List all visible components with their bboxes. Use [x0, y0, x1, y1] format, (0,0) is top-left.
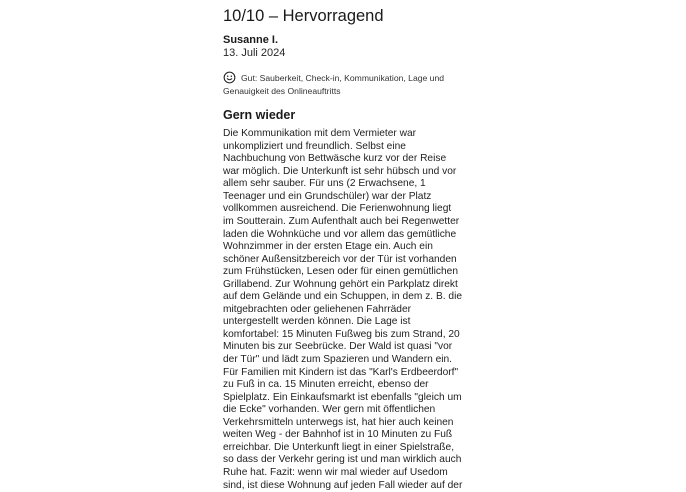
review-body: Die Kommunikation mit dem Vermieter war unkompliziert und freundlich. Selbst eine Nachbuchung von Bettwäsche kurz vor der Reise war möglich. Die Unterkunft ist sehr hübsch und vor allem sehr sauber. Für uns (2 Erwachsene, 1 Teenager und ein Grundschüler) war der Platz vollkommen ausreichend. Die Ferienwohnung liegt im Soutterain. Zum Aufenthalt auch bei Regenwetter laden die Wohnküche und vor allem das gemütliche Wohnzimmer in der ersten Etage ein. Auch ein schöner Außensitzbereich vor der Tür ist vorhanden zum Frühstücken, Lesen oder für einen gemütlichen Grillabend. Zur Wohnung gehört ein Parkplatz direkt auf dem Gelände und ein Schuppen, in dem z. B. die mitgebrachten oder geliehenen Fahrräder untergestellt werden können. Die Lage ist komfortabel: 15 Minuten Fußweg bis zum Strand, 20 Minuten bis zur Seebrücke. Der Wald ist quasi "vor der Tür" und lädt zum Spazieren und Wandern ein. Für Familien mit Kindern ist das "Karl's Erdbeerdorf" zu Fuß in ca. 15 Minuten erreicht, ebenso der Spielplatz. Ein Einkaufsmarkt ist ebenfalls "gleich um die Ecke" vorhanden. Wer gern mit öffentlichen Verkehrsmitteln unterwegs ist, hat hier auch keinen weiten Weg - der Bahnhof ist in 10 Minuten zu Fuß erreichbar. Die Unterkunft liegt in einer Spielstraße, so dass der Verkehr gering ist und man wirklich auch Ruhe hat. Fazit: wenn wir mal wieder auf Usedom sind, ist diese Wohnung auf jeden Fall wieder auf der — [223, 128, 463, 491]
review-card — [223, 0, 463, 492]
smiley-icon — [223, 71, 236, 84]
review-rating-title: 10/10 – Hervorragend — [223, 7, 384, 25]
review-date: 13. Juli 2024 — [223, 47, 286, 59]
review-subtitle: Gern wieder — [223, 108, 296, 123]
review-liked-aspects — [223, 71, 455, 97]
review-author: Susanne I. — [223, 34, 279, 46]
liked-aspects-text: Gut: Sauberkeit, Check-in, Kommunikation, Lage und Genauigkeit des Onlineauftritts — [223, 73, 445, 96]
